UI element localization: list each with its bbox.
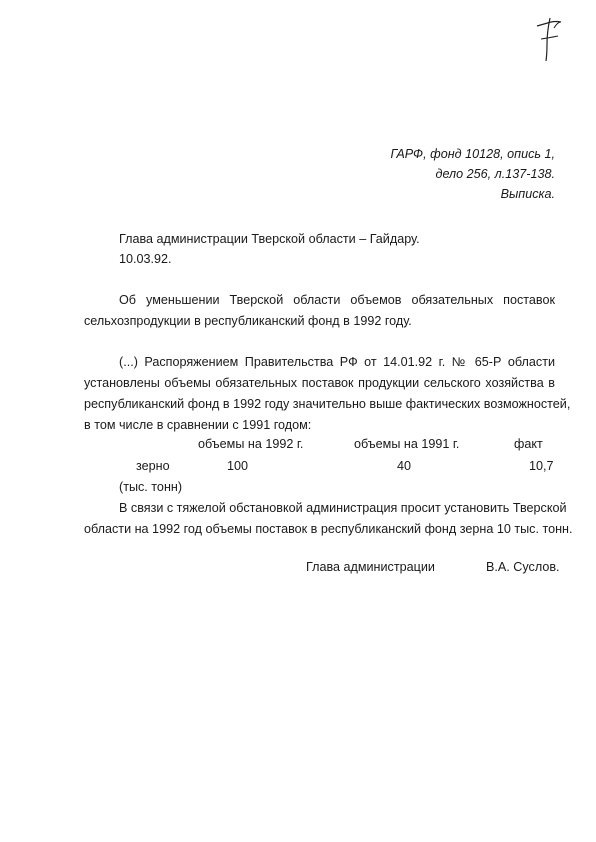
- volumes-table-header: [0, 437, 596, 457]
- value-1992: 100: [227, 459, 249, 473]
- table-unit: (тыс. тонн): [119, 480, 183, 494]
- archive-reference: [391, 144, 555, 204]
- handwritten-page-number: [534, 14, 568, 64]
- header-1992: объемы на 1992 г.: [198, 437, 304, 451]
- header-actual: факт: [514, 437, 543, 451]
- decree-line-1: (...) Распоряжением Правительства РФ от 14.01.92 г. № 65-Р области: [119, 355, 555, 369]
- document-date: 10.03.92.: [119, 252, 172, 266]
- header-1991: объемы на 1991 г.: [354, 437, 460, 451]
- archive-line-3: Выписка.: [500, 187, 555, 201]
- subject-line-1: Об уменьшении Тверской области объемов обязательных поставок: [119, 293, 555, 307]
- request-line-2: области на 1992 год объемы поставок в республиканский фонд зерна 10 тыс. тонн.: [84, 522, 573, 536]
- value-actual: 10,7: [529, 459, 554, 473]
- addressee-block: [119, 229, 420, 269]
- signature-name: В.А. Суслов.: [486, 560, 560, 574]
- volumes-table-row: [0, 459, 596, 479]
- archive-line-2: дело 256, л.137-138.: [435, 167, 555, 181]
- request-line-1: В связи с тяжелой обстановкой администрация просит установить Тверской: [119, 501, 567, 515]
- row-label-grain: зерно: [136, 459, 170, 473]
- addressee-line: Глава администрации Тверской области – Гайдару.: [119, 232, 420, 246]
- request-paragraph: [84, 498, 573, 540]
- signature-title: Глава администрации: [306, 560, 435, 574]
- decree-paragraph: [84, 352, 571, 436]
- subject-paragraph: [84, 290, 555, 332]
- decree-line-3: республиканский фонд в 1992 году значительно выше фактических возможностей,: [84, 397, 571, 411]
- decree-line-2: установлены объемы обязательных поставок продукции сельского хозяйства в: [84, 376, 555, 390]
- value-1991: 40: [397, 459, 412, 473]
- archive-line-1: ГАРФ, фонд 10128, опись 1,: [390, 147, 555, 161]
- subject-line-2: сельхозпродукции в республиканский фонд в 1992 году.: [84, 314, 412, 328]
- decree-line-4: в том числе в сравнении с 1991 годом:: [84, 418, 312, 432]
